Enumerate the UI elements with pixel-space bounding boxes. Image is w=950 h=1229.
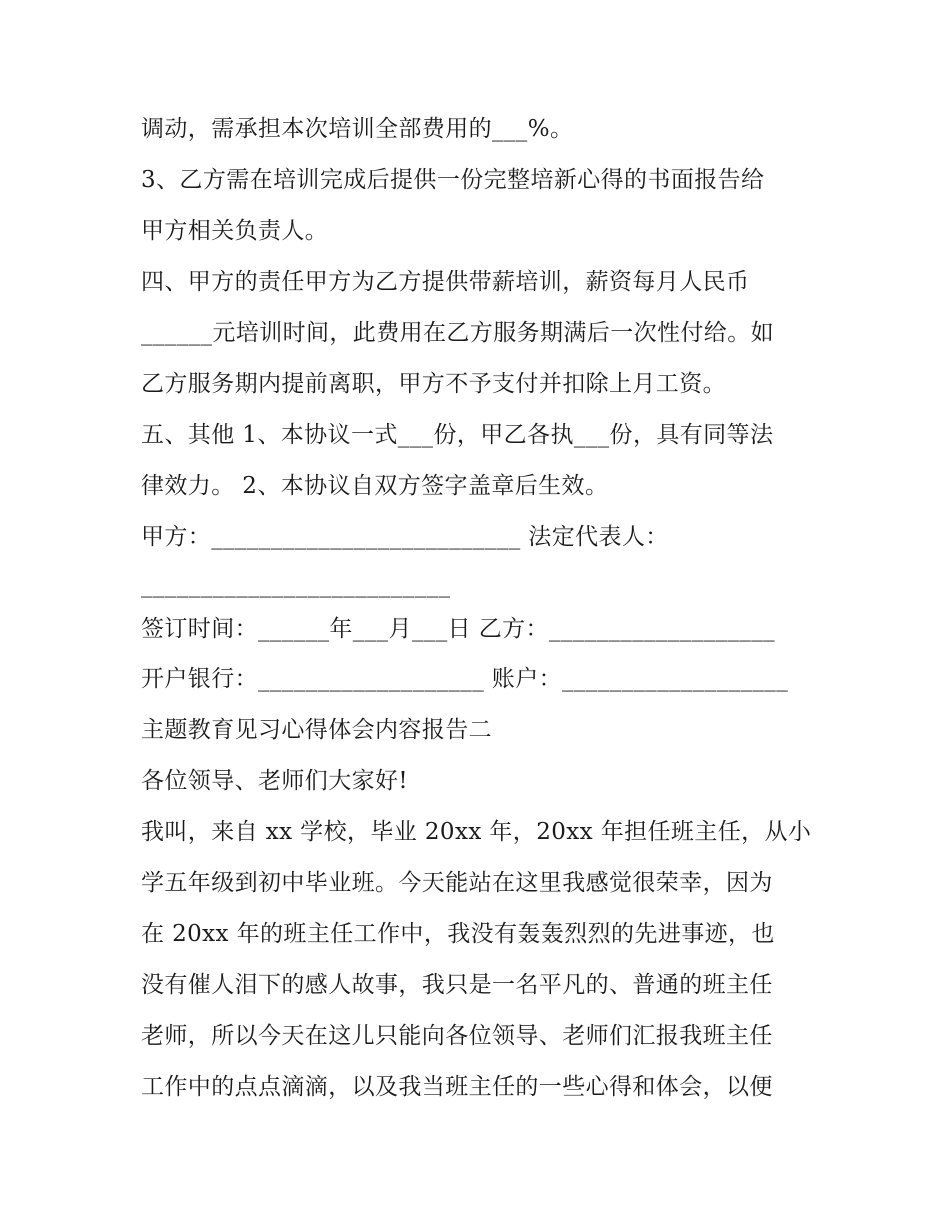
signature-blank: __________________________ (141, 572, 451, 598)
bank-account-line: 开户银行：___________________ 账户：___________________ (141, 666, 789, 692)
text-line: 工作中的点点滴滴，以及我当班主任的一些心得和体会，以便 (141, 1074, 773, 1100)
text-line: ______元培训时间，此费用在乙方服务期满后一次性付给。如 (141, 320, 774, 346)
text-line: 四、甲方的责任甲方为乙方提供带薪培训，薪资每月人民币 (141, 269, 750, 295)
text-line: 乙方服务期内提前离职，甲方不予支付并扣除上月工资。 (141, 371, 726, 397)
text-line: 调动，需承担本次培训全部费用的___%。 (141, 116, 574, 142)
text-line: 学五年级到初中毕业班。今天能站在这里我感觉很荣幸，因为 (141, 870, 773, 896)
greeting: 各位领导、老师们大家好! (141, 768, 409, 794)
text-line: 我叫，来自 xx 学校，毕业 20xx 年，20xx 年担任班主任，从小 (141, 819, 812, 845)
text-line: 老师，所以今天在这儿只能向各位领导、老师们汇报我班主任 (141, 1023, 773, 1049)
text-line: 律效力。 2、本协议自双方签字盖章后生效。 (141, 473, 609, 499)
section-title: 主题教育见习心得体会内容报告二 (141, 717, 492, 743)
text-line: 在 20xx 年的班主任工作中，我没有轰轰烈烈的先进事迹，也 (141, 921, 775, 947)
signature-line-party-a: 甲方：__________________________ 法定代表人： (141, 524, 669, 550)
text-line: 五、其他 1、本协议一式___份，甲乙各执___份，具有同等法 (141, 422, 774, 448)
text-line: 3、乙方需在培训完成后提供一份完整培新心得的书面报告给 (141, 167, 765, 193)
signing-date-line: 签订时间：______年___月___日 乙方：___________________ (141, 616, 776, 642)
text-line: 没有催人泪下的感人故事，我只是一名平凡的、普通的班主任 (141, 972, 773, 998)
text-line: 甲方相关负责人。 (141, 218, 329, 244)
